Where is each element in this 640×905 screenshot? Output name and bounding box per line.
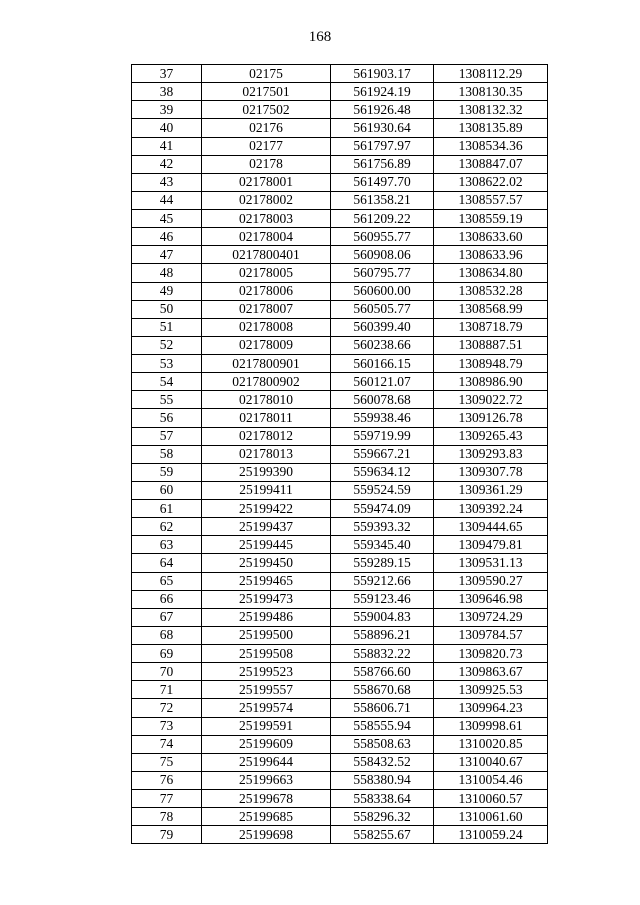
row-number-cell: 52 xyxy=(132,336,202,354)
point-code-cell: 0217502 xyxy=(202,101,331,119)
x-coordinate-cell: 558896.21 xyxy=(331,626,434,644)
row-number-cell: 60 xyxy=(132,481,202,499)
row-number-cell: 47 xyxy=(132,246,202,264)
y-coordinate-cell: 1308887.51 xyxy=(434,336,548,354)
table-row xyxy=(132,681,548,699)
coordinates-table xyxy=(131,64,548,844)
x-coordinate-cell: 559393.32 xyxy=(331,518,434,536)
y-coordinate-cell: 1308532.28 xyxy=(434,282,548,300)
point-code-cell: 25199422 xyxy=(202,500,331,518)
y-coordinate-cell: 1309724.29 xyxy=(434,608,548,626)
point-code-cell: 02178013 xyxy=(202,445,331,463)
point-code-cell: 02178003 xyxy=(202,210,331,228)
point-code-cell: 02178002 xyxy=(202,191,331,209)
table-row xyxy=(132,427,548,445)
y-coordinate-cell: 1309265.43 xyxy=(434,427,548,445)
y-coordinate-cell: 1310040.67 xyxy=(434,753,548,771)
y-coordinate-cell: 1309392.24 xyxy=(434,500,548,518)
x-coordinate-cell: 559004.83 xyxy=(331,608,434,626)
point-code-cell: 02178 xyxy=(202,155,331,173)
point-code-cell: 02178012 xyxy=(202,427,331,445)
x-coordinate-cell: 560505.77 xyxy=(331,300,434,318)
point-code-cell: 25199411 xyxy=(202,481,331,499)
x-coordinate-cell: 560121.07 xyxy=(331,373,434,391)
x-coordinate-cell: 560238.66 xyxy=(331,336,434,354)
row-number-cell: 77 xyxy=(132,790,202,808)
x-coordinate-cell: 561797.97 xyxy=(331,137,434,155)
x-coordinate-cell: 560600.00 xyxy=(331,282,434,300)
table-row xyxy=(132,608,548,626)
table-row xyxy=(132,264,548,282)
point-code-cell: 25199644 xyxy=(202,753,331,771)
x-coordinate-cell: 558555.94 xyxy=(331,717,434,735)
x-coordinate-cell: 558766.60 xyxy=(331,663,434,681)
table-row xyxy=(132,83,548,101)
x-coordinate-cell: 558380.94 xyxy=(331,771,434,789)
point-code-cell: 25199698 xyxy=(202,826,331,844)
row-number-cell: 41 xyxy=(132,137,202,155)
x-coordinate-cell: 558432.52 xyxy=(331,753,434,771)
point-code-cell: 25199508 xyxy=(202,645,331,663)
table-row xyxy=(132,554,548,572)
y-coordinate-cell: 1308633.60 xyxy=(434,228,548,246)
row-number-cell: 56 xyxy=(132,409,202,427)
x-coordinate-cell: 559634.12 xyxy=(331,463,434,481)
x-coordinate-cell: 561358.21 xyxy=(331,191,434,209)
row-number-cell: 72 xyxy=(132,699,202,717)
x-coordinate-cell: 561209.22 xyxy=(331,210,434,228)
y-coordinate-cell: 1309022.72 xyxy=(434,391,548,409)
table-row xyxy=(132,409,548,427)
row-number-cell: 66 xyxy=(132,590,202,608)
table-row xyxy=(132,717,548,735)
table-row xyxy=(132,373,548,391)
table-row xyxy=(132,481,548,499)
x-coordinate-cell: 558255.67 xyxy=(331,826,434,844)
table-row xyxy=(132,699,548,717)
point-code-cell: 02178007 xyxy=(202,300,331,318)
point-code-cell: 25199450 xyxy=(202,554,331,572)
row-number-cell: 62 xyxy=(132,518,202,536)
x-coordinate-cell: 560795.77 xyxy=(331,264,434,282)
point-code-cell: 25199574 xyxy=(202,699,331,717)
x-coordinate-cell: 558832.22 xyxy=(331,645,434,663)
x-coordinate-cell: 559289.15 xyxy=(331,554,434,572)
table-row xyxy=(132,536,548,554)
table-row xyxy=(132,663,548,681)
point-code-cell: 25199390 xyxy=(202,463,331,481)
point-code-cell: 25199557 xyxy=(202,681,331,699)
x-coordinate-cell: 559719.99 xyxy=(331,427,434,445)
table-row xyxy=(132,246,548,264)
table-row xyxy=(132,808,548,826)
y-coordinate-cell: 1308534.36 xyxy=(434,137,548,155)
page-number: 168 xyxy=(308,29,332,45)
row-number-cell: 63 xyxy=(132,536,202,554)
table-row xyxy=(132,318,548,336)
x-coordinate-cell: 561926.48 xyxy=(331,101,434,119)
y-coordinate-cell: 1308986.90 xyxy=(434,373,548,391)
x-coordinate-cell: 560908.06 xyxy=(331,246,434,264)
table-row xyxy=(132,228,548,246)
y-coordinate-cell: 1308112.29 xyxy=(434,65,548,83)
y-coordinate-cell: 1308634.80 xyxy=(434,264,548,282)
table-row xyxy=(132,137,548,155)
y-coordinate-cell: 1309998.61 xyxy=(434,717,548,735)
row-number-cell: 78 xyxy=(132,808,202,826)
y-coordinate-cell: 1309590.27 xyxy=(434,572,548,590)
x-coordinate-cell: 559474.09 xyxy=(331,500,434,518)
y-coordinate-cell: 1309820.73 xyxy=(434,645,548,663)
y-coordinate-cell: 1310061.60 xyxy=(434,808,548,826)
point-code-cell: 02178001 xyxy=(202,173,331,191)
y-coordinate-cell: 1308130.35 xyxy=(434,83,548,101)
point-code-cell: 02178005 xyxy=(202,264,331,282)
coordinates-table-body xyxy=(132,65,548,844)
table-row xyxy=(132,173,548,191)
table-row xyxy=(132,155,548,173)
point-code-cell: 02175 xyxy=(202,65,331,83)
row-number-cell: 67 xyxy=(132,608,202,626)
point-code-cell: 25199486 xyxy=(202,608,331,626)
row-number-cell: 45 xyxy=(132,210,202,228)
x-coordinate-cell: 560399.40 xyxy=(331,318,434,336)
table-row xyxy=(132,518,548,536)
x-coordinate-cell: 558338.64 xyxy=(331,790,434,808)
y-coordinate-cell: 1308847.07 xyxy=(434,155,548,173)
point-code-cell: 0217800401 xyxy=(202,246,331,264)
y-coordinate-cell: 1309479.81 xyxy=(434,536,548,554)
y-coordinate-cell: 1308559.19 xyxy=(434,210,548,228)
row-number-cell: 43 xyxy=(132,173,202,191)
row-number-cell: 38 xyxy=(132,83,202,101)
point-code-cell: 0217501 xyxy=(202,83,331,101)
row-number-cell: 75 xyxy=(132,753,202,771)
table-row xyxy=(132,336,548,354)
table-row xyxy=(132,191,548,209)
x-coordinate-cell: 561756.89 xyxy=(331,155,434,173)
row-number-cell: 76 xyxy=(132,771,202,789)
table-row xyxy=(132,572,548,590)
row-number-cell: 70 xyxy=(132,663,202,681)
table-row xyxy=(132,210,548,228)
row-number-cell: 42 xyxy=(132,155,202,173)
x-coordinate-cell: 558296.32 xyxy=(331,808,434,826)
point-code-cell: 25199523 xyxy=(202,663,331,681)
y-coordinate-cell: 1309361.29 xyxy=(434,481,548,499)
y-coordinate-cell: 1309784.57 xyxy=(434,626,548,644)
x-coordinate-cell: 561903.17 xyxy=(331,65,434,83)
point-code-cell: 25199500 xyxy=(202,626,331,644)
table-row xyxy=(132,119,548,137)
row-number-cell: 59 xyxy=(132,463,202,481)
x-coordinate-cell: 559667.21 xyxy=(331,445,434,463)
point-code-cell: 25199678 xyxy=(202,790,331,808)
row-number-cell: 39 xyxy=(132,101,202,119)
table-row xyxy=(132,500,548,518)
x-coordinate-cell: 560166.15 xyxy=(331,355,434,373)
point-code-cell: 0217800901 xyxy=(202,355,331,373)
table-row xyxy=(132,355,548,373)
row-number-cell: 65 xyxy=(132,572,202,590)
y-coordinate-cell: 1309646.98 xyxy=(434,590,548,608)
y-coordinate-cell: 1308132.32 xyxy=(434,101,548,119)
y-coordinate-cell: 1310060.57 xyxy=(434,790,548,808)
x-coordinate-cell: 559938.46 xyxy=(331,409,434,427)
row-number-cell: 40 xyxy=(132,119,202,137)
x-coordinate-cell: 558670.68 xyxy=(331,681,434,699)
point-code-cell: 02178010 xyxy=(202,391,331,409)
table-row xyxy=(132,790,548,808)
row-number-cell: 71 xyxy=(132,681,202,699)
table-row xyxy=(132,645,548,663)
point-code-cell: 25199473 xyxy=(202,590,331,608)
y-coordinate-cell: 1309293.83 xyxy=(434,445,548,463)
table-row xyxy=(132,771,548,789)
row-number-cell: 79 xyxy=(132,826,202,844)
y-coordinate-cell: 1309444.65 xyxy=(434,518,548,536)
y-coordinate-cell: 1310020.85 xyxy=(434,735,548,753)
y-coordinate-cell: 1309531.13 xyxy=(434,554,548,572)
point-code-cell: 02178008 xyxy=(202,318,331,336)
y-coordinate-cell: 1309126.78 xyxy=(434,409,548,427)
y-coordinate-cell: 1308622.02 xyxy=(434,173,548,191)
point-code-cell: 02177 xyxy=(202,137,331,155)
table-row xyxy=(132,826,548,844)
point-code-cell: 25199465 xyxy=(202,572,331,590)
point-code-cell: 25199437 xyxy=(202,518,331,536)
table-row xyxy=(132,735,548,753)
y-coordinate-cell: 1310059.24 xyxy=(434,826,548,844)
x-coordinate-cell: 558508.63 xyxy=(331,735,434,753)
x-coordinate-cell: 561930.64 xyxy=(331,119,434,137)
x-coordinate-cell: 559123.46 xyxy=(331,590,434,608)
y-coordinate-cell: 1310054.46 xyxy=(434,771,548,789)
y-coordinate-cell: 1308948.79 xyxy=(434,355,548,373)
table-row xyxy=(132,101,548,119)
y-coordinate-cell: 1308633.96 xyxy=(434,246,548,264)
table-row xyxy=(132,300,548,318)
row-number-cell: 46 xyxy=(132,228,202,246)
row-number-cell: 48 xyxy=(132,264,202,282)
table-row xyxy=(132,445,548,463)
row-number-cell: 57 xyxy=(132,427,202,445)
point-code-cell: 02178011 xyxy=(202,409,331,427)
x-coordinate-cell: 559345.40 xyxy=(331,536,434,554)
row-number-cell: 74 xyxy=(132,735,202,753)
table-row xyxy=(132,626,548,644)
point-code-cell: 02178006 xyxy=(202,282,331,300)
x-coordinate-cell: 561497.70 xyxy=(331,173,434,191)
row-number-cell: 51 xyxy=(132,318,202,336)
y-coordinate-cell: 1308557.57 xyxy=(434,191,548,209)
table-row xyxy=(132,590,548,608)
row-number-cell: 55 xyxy=(132,391,202,409)
y-coordinate-cell: 1309307.78 xyxy=(434,463,548,481)
row-number-cell: 44 xyxy=(132,191,202,209)
x-coordinate-cell: 558606.71 xyxy=(331,699,434,717)
row-number-cell: 68 xyxy=(132,626,202,644)
table-row xyxy=(132,463,548,481)
y-coordinate-cell: 1308568.99 xyxy=(434,300,548,318)
point-code-cell: 25199591 xyxy=(202,717,331,735)
x-coordinate-cell: 560955.77 xyxy=(331,228,434,246)
table-row xyxy=(132,282,548,300)
point-code-cell: 0217800902 xyxy=(202,373,331,391)
x-coordinate-cell: 561924.19 xyxy=(331,83,434,101)
row-number-cell: 49 xyxy=(132,282,202,300)
row-number-cell: 64 xyxy=(132,554,202,572)
row-number-cell: 61 xyxy=(132,500,202,518)
row-number-cell: 37 xyxy=(132,65,202,83)
x-coordinate-cell: 559212.66 xyxy=(331,572,434,590)
point-code-cell: 02178004 xyxy=(202,228,331,246)
row-number-cell: 50 xyxy=(132,300,202,318)
row-number-cell: 69 xyxy=(132,645,202,663)
y-coordinate-cell: 1309863.67 xyxy=(434,663,548,681)
y-coordinate-cell: 1309964.23 xyxy=(434,699,548,717)
point-code-cell: 25199609 xyxy=(202,735,331,753)
x-coordinate-cell: 560078.68 xyxy=(331,391,434,409)
point-code-cell: 25199685 xyxy=(202,808,331,826)
y-coordinate-cell: 1309925.53 xyxy=(434,681,548,699)
row-number-cell: 58 xyxy=(132,445,202,463)
x-coordinate-cell: 559524.59 xyxy=(331,481,434,499)
point-code-cell: 02176 xyxy=(202,119,331,137)
point-code-cell: 25199663 xyxy=(202,771,331,789)
y-coordinate-cell: 1308718.79 xyxy=(434,318,548,336)
point-code-cell: 25199445 xyxy=(202,536,331,554)
y-coordinate-cell: 1308135.89 xyxy=(434,119,548,137)
table-row xyxy=(132,65,548,83)
point-code-cell: 02178009 xyxy=(202,336,331,354)
row-number-cell: 54 xyxy=(132,373,202,391)
table-row xyxy=(132,391,548,409)
row-number-cell: 73 xyxy=(132,717,202,735)
table-row xyxy=(132,753,548,771)
row-number-cell: 53 xyxy=(132,355,202,373)
